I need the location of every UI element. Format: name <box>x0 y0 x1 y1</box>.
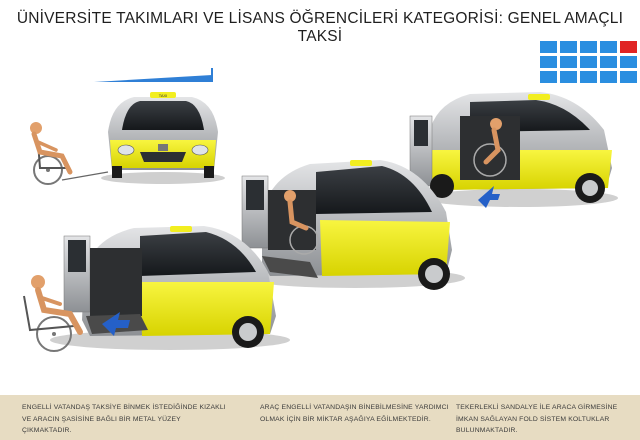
car-rear-open <box>410 92 618 208</box>
caption-step-3: TEKERLEKLİ SANDALYE İLE ARACA GİRMESİNE İMKAN SAĞLAYAN FOLD SİSTEM KOLTUKLAR BULUNMAKTADIR. <box>456 404 618 434</box>
wheelchair-figure-1 <box>30 122 108 184</box>
caption-step-1: ENGELLİ VATANDAŞ TAKSİYE BİNMEK İSTEDİĞİNDE KIZAKLI VE ARACIN ŞASİSİNE BAĞLI BİR METAL YÜZEY ÇIKMAKTADIR. <box>22 404 226 434</box>
front-view-car <box>101 92 225 184</box>
page-title: ÜNİVERSİTE TAKIMLARI VE LİSANS ÖĞRENCİLERİ KATEGORİSİ: GENEL AMAÇLI TAKSİ <box>16 10 624 45</box>
svg-text:TAXI: TAXI <box>158 93 168 98</box>
caption-step-2: ARAÇ ENGELLİ VATANDAŞIN BİNEBİLMESİNE YARDIMCI OLMAK İÇİN BİR MİKTAR AŞAĞIYA EĞİLMEKTEDİR. <box>260 404 449 423</box>
